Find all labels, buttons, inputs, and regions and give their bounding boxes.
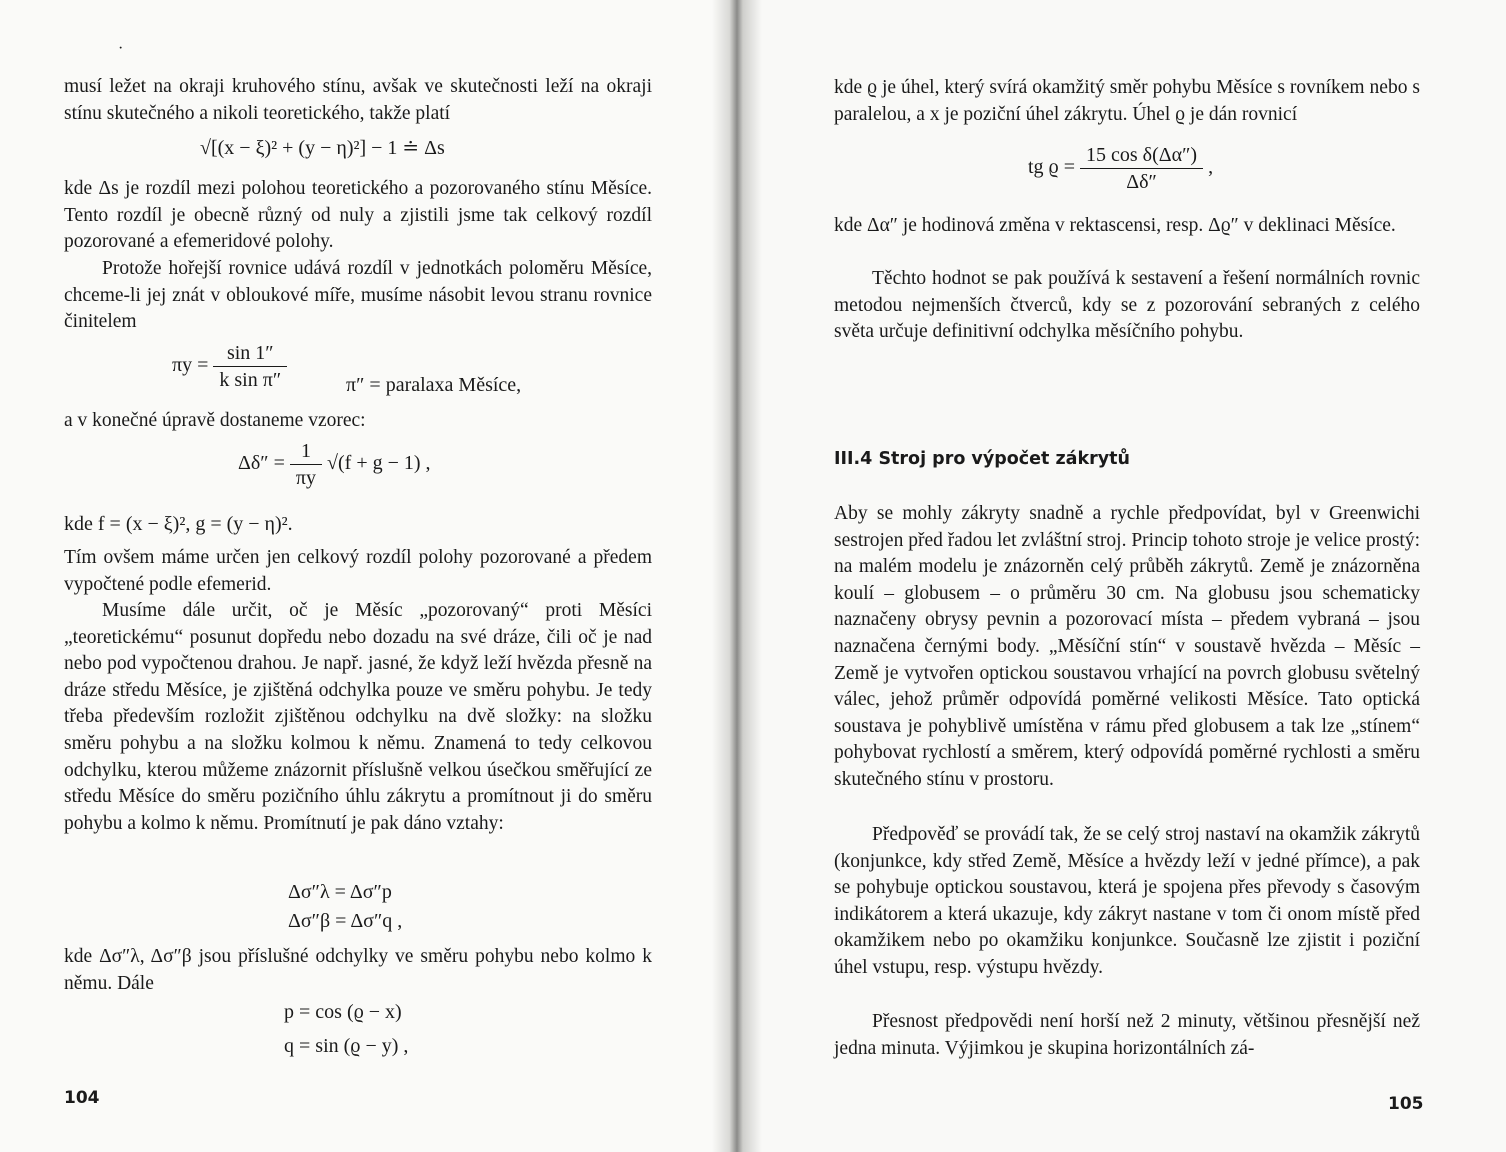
left-paragraph-2: kde Δs je rozdíl mezi polohou teoretického a pozorovaného stínu Měsíce. Tento rozdíl je obecně různý od nuly a zjistili jsme tak celkový rozdíl pozorované a efemeridové polohy. <box>64 178 652 253</box>
eq3-rhs: √(f + g − 1) , <box>327 452 431 475</box>
left-equation-7: p = cos (ϱ − x) <box>284 1001 402 1023</box>
eq3-lhs: Δδ″ = <box>238 452 285 475</box>
right-paragraph-1: kde ϱ je úhel, který svírá okamžitý směr pohybu Měsíce s rovníkem nebo s paralelou, a x je poziční úhel zákrytu. Úhel ϱ je dán rovnicí <box>834 77 1420 125</box>
left-equation-2 <box>172 340 287 393</box>
right-page-number: 105 <box>1388 1094 1424 1114</box>
eq3-numerator: 1 <box>290 438 322 465</box>
req1-denominator: Δδ″ <box>1126 171 1157 193</box>
right-paragraph-5: Předpověď se provádí tak, že se celý stroj nastaví na okamžik zákrytů (konjunkce, kdy střed Země, Měsíce a hvězdy leží v jedné přímce), a pak se pohybuje optickou soustavou, která je spojena přes převody s časovým indikátorem a která ukazuje, kdy zákryt nastane v tom či onom místě před okamžikem nebo po okamžiku konjunkce. Současně lze zjistit i poziční úhel vstupu, resp. výstupu hvězdy. <box>834 824 1420 978</box>
section-heading: III.4 Stroj pro výpočet zákrytů <box>834 449 1130 469</box>
req1-fraction <box>1080 142 1203 195</box>
left-paragraph-7: kde Δσ″λ, Δσ″β jsou příslušné odchylky ve směru pohybu nebo kolmo k němu. Dále <box>64 946 652 994</box>
eq2-lhs: πy = <box>172 354 209 377</box>
eq2-numerator: sin 1″ <box>213 340 287 367</box>
eq2-fraction <box>213 340 287 393</box>
left-page-number: 104 <box>64 1088 100 1108</box>
left-equation-2-note: π″ = paralaxa Měsíce, <box>346 374 522 396</box>
left-paragraph-1: musí ležet na okraji kruhového stínu, avšak ve skutečnosti leží na okraji stínu skutečného a nikoli teoretického, takže platí <box>64 76 652 124</box>
right-paragraph-4: Aby se mohly zákryty snadně a rychle předpovídat, byl v Greenwichi sestrojen před řadou let zvláštní stroj. Princip tohoto stroje je velice prostý: na malém modelu je znázorněn celý průběh zákrytů. Země je znázorněna koulí – globusem – o průměru 30 cm. Na globusu jsou schematicky naznačeny obrysy pevnin a pozorovací místa – předem vybraná – jsou naznačena černými body. „Měsíční stín“ v soustavě hvězda – Měsíc – Země je vytvořen optickou soustavou vrhající na povrch globusu světelný válec, jehož průměr odpovídá poměrné velikosti Měsíce. Tato optická soustava je pohyblivě umístěna v rámu před globusem a tak lze „stínem“ pohybovat rychlostí a směrem, který odpovídá poměrné rychlosti a směru skutečného stínu v prostoru. <box>834 503 1420 790</box>
book-gutter <box>712 0 762 1152</box>
req1-lhs: tg ϱ = <box>1028 156 1076 179</box>
left-equation-6: Δσ″β = Δσ″q , <box>288 910 403 932</box>
left-equation-8: q = sin (ϱ − y) , <box>284 1035 409 1057</box>
eq2-denominator: k sin π″ <box>219 369 282 391</box>
req1-tail: , <box>1208 156 1214 179</box>
left-paragraph-4: a v konečné úpravě dostaneme vzorec: <box>64 410 366 431</box>
right-paragraph-6: Přesnost předpovědi není horší než 2 minuty, většinou přesnější než jedna minuta. Výjimkou je skupina horizontálních zá- <box>834 1011 1420 1059</box>
req1-numerator: 15 cos δ(Δα″) <box>1080 142 1203 169</box>
left-equation-3 <box>238 438 431 491</box>
left-equation-5: Δσ″λ = Δσ″p <box>288 881 392 903</box>
eq3-fraction <box>290 438 322 491</box>
left-paragraph-6: Musíme dále určit, oč je Měsíc „pozorovaný“ proti Měsíci „teoretickému“ posunut dopředu nebo dozadu na své dráze, čili oč je nad nebo pod vypočtenou drahou. Je např. jasné, že když leží hvězda přesně na dráze středu Měsíce, je zjištěná odchylka pouze ve směru pohybu. Je tedy třeba především rozložit zjištěnou odchylku na dvě složky: na složku směru pohybu a na složku kolmou k němu. Znamená to tedy celkovou odchylku, kterou můžeme znázornit příslušně velkou úsečkou směřující ze středu Měsíce do směru pozičního úhlu zákrytu a promítnout ji do směru pohybu a kolmo k němu. Promítnutí je pak dáno vztahy: <box>64 600 652 834</box>
left-paragraph-5: Tím ovšem máme určen jen celkový rozdíl polohy pozorované a předem vypočtené podle efemerid. <box>64 547 652 595</box>
right-paragraph-2: kde Δα″ je hodinová změna v rektascensi, resp. Δϱ″ v deklinaci Měsíce. <box>834 215 1396 236</box>
stray-mark: · <box>118 40 124 57</box>
right-paragraph-3: Těchto hodnot se pak používá k sestavení a řešení normálních rovnic metodou nejmenších čtverců, kdy se z pozorování sebraných z celého světa určuje definitivní odchylka měsíčního pohybu. <box>834 268 1420 343</box>
left-equation-1: √[(x − ξ)² + (y − η)²] − 1 ≐ Δs <box>200 137 445 159</box>
eq3-denominator: πy <box>295 467 317 489</box>
right-equation-1 <box>1028 142 1213 195</box>
left-equation-4: kde f = (x − ξ)², g = (y − η)². <box>64 513 293 535</box>
left-paragraph-3: Protože hořejší rovnice udává rozdíl v jednotkách poloměru Měsíce, chceme-li jej znát v obloukové míře, musíme násobit levou stranu rovnice činitelem <box>64 258 652 333</box>
